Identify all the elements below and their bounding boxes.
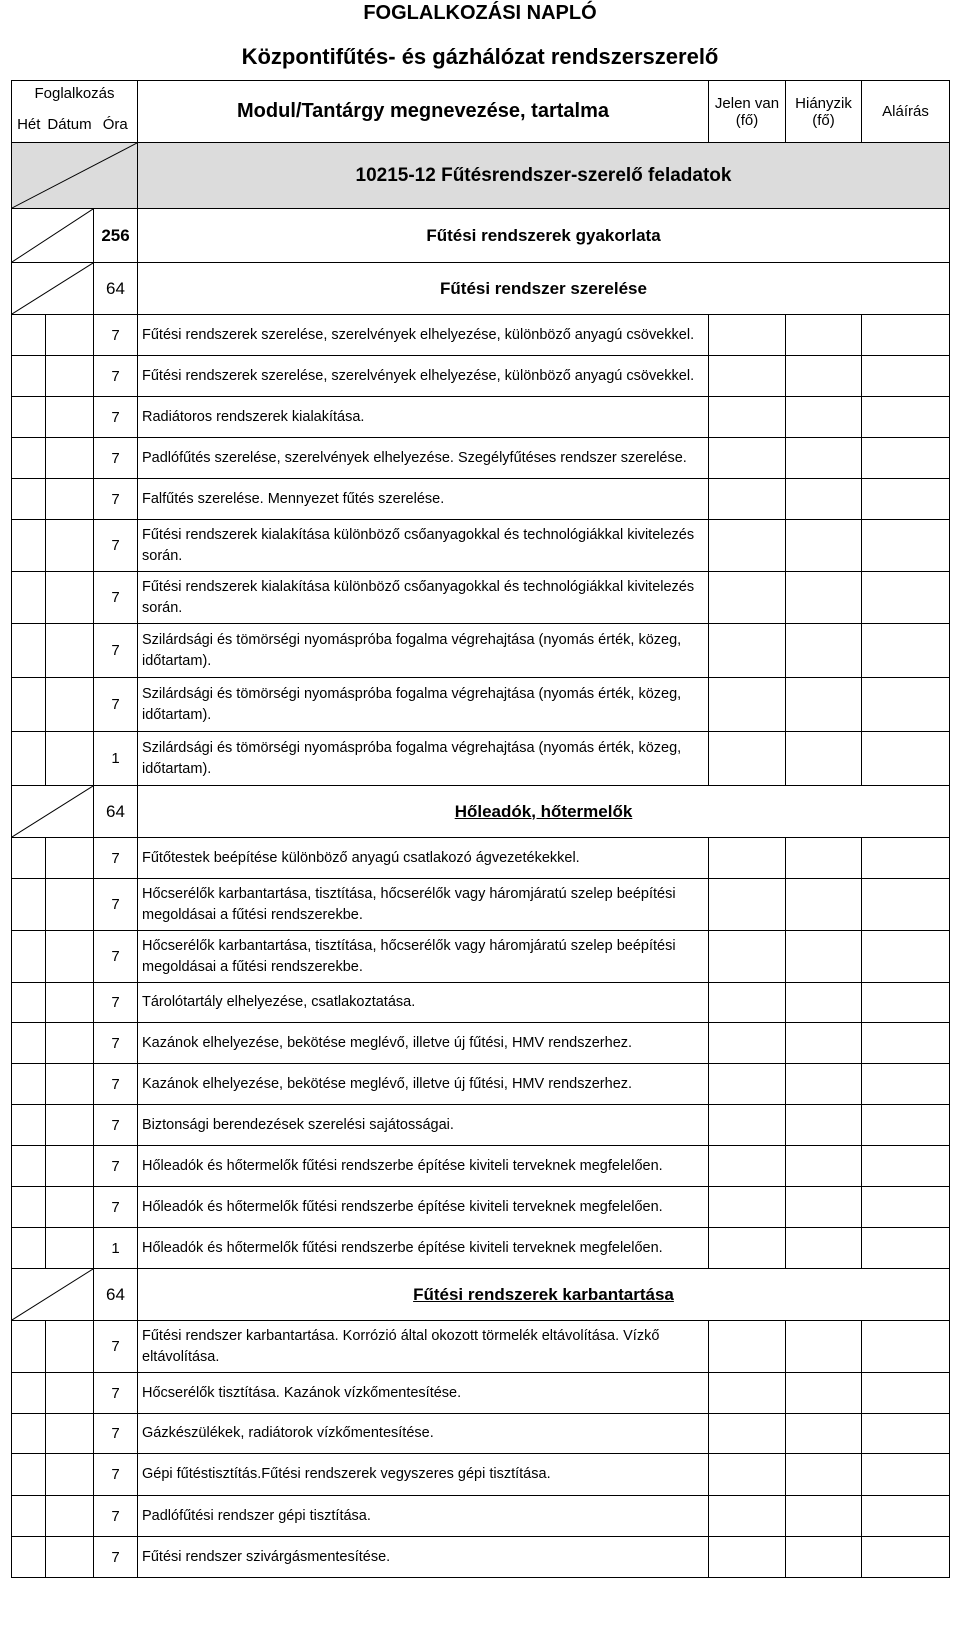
row-hours: 7 <box>94 983 138 1023</box>
row-topic: Szilárdsági és tömörségi nyomáspróba fogalma végrehajtása (nyomás érték, közeg, időtartam). <box>138 678 709 732</box>
empty-cell[interactable] <box>12 931 46 983</box>
empty-cell[interactable] <box>46 931 94 983</box>
alairas-cell[interactable] <box>862 678 950 732</box>
alairas-cell[interactable] <box>862 1146 950 1187</box>
row-hours: 7 <box>94 315 138 356</box>
journal-table <box>11 80 950 1578</box>
page-title: FOGLALKOZÁSI NAPLÓ <box>363 2 597 24</box>
empty-cell[interactable] <box>46 678 94 732</box>
row-topic: Gépi fűtéstisztítás.Fűtési rendszerek vegyszeres gépi tisztítása. <box>138 1454 709 1496</box>
table-row <box>12 572 950 624</box>
row-topic: Fűtőtestek beépítése különböző anyagú csatlakozó ágvezetékekkel. <box>138 838 709 879</box>
row-topic: Gázkészülékek, radiátorok vízkőmentesítése. <box>138 1414 709 1454</box>
alairas-cell[interactable] <box>862 1064 950 1105</box>
empty-cell[interactable] <box>12 1228 46 1269</box>
empty-cell[interactable] <box>46 1146 94 1187</box>
alairas-cell[interactable] <box>862 1537 950 1578</box>
hianyzik-cell[interactable] <box>786 1373 862 1414</box>
empty-cell[interactable] <box>46 1187 94 1228</box>
empty-cell[interactable] <box>12 1537 46 1578</box>
jelen-cell[interactable] <box>709 624 786 678</box>
hianyzik-cell[interactable] <box>786 624 862 678</box>
alairas-cell[interactable] <box>862 983 950 1023</box>
jelen-cell[interactable] <box>709 1373 786 1414</box>
row-hours: 7 <box>94 397 138 438</box>
row-topic: Hőcserélők tisztítása. Kazánok vízkőmentesítése. <box>138 1373 709 1414</box>
empty-cell[interactable] <box>12 315 46 356</box>
header-jelen: Jelen van (fő) <box>709 81 786 143</box>
empty-cell[interactable] <box>12 356 46 397</box>
jelen-cell[interactable] <box>709 1146 786 1187</box>
section-row <box>12 1269 950 1321</box>
module-diagonal <box>12 143 138 209</box>
empty-cell[interactable] <box>46 1321 94 1373</box>
empty-cell[interactable] <box>12 1064 46 1105</box>
module-title: 10215-12 Fűtésrendszer-szerelő feladatok <box>138 143 950 209</box>
section-title: Fűtési rendszer szerelése <box>138 263 950 315</box>
row-hours: 7 <box>94 479 138 520</box>
section-title: Fűtési rendszerek karbantartása <box>138 1269 950 1321</box>
alairas-cell[interactable] <box>862 572 950 624</box>
jelen-cell[interactable] <box>709 356 786 397</box>
alairas-cell[interactable] <box>862 1454 950 1496</box>
empty-cell[interactable] <box>46 1105 94 1146</box>
hianyzik-cell[interactable] <box>786 983 862 1023</box>
alairas-cell[interactable] <box>862 879 950 931</box>
empty-cell[interactable] <box>12 879 46 931</box>
table-row <box>12 732 950 786</box>
empty-cell[interactable] <box>12 438 46 479</box>
empty-cell[interactable] <box>12 1023 46 1064</box>
empty-cell[interactable] <box>12 1187 46 1228</box>
empty-cell[interactable] <box>12 397 46 438</box>
table-row <box>12 1454 950 1496</box>
row-topic: Hőleadók és hőtermelők fűtési rendszerbe építése kiviteli terveknek megfelelően. <box>138 1187 709 1228</box>
hianyzik-cell[interactable] <box>786 356 862 397</box>
row-topic: Hőcserélők karbantartása, tisztítása, hőcserélők vagy háromjáratú szelep beépítési megoldásai a fűtési rendszerekbe. <box>138 931 709 983</box>
table-row <box>12 356 950 397</box>
row-topic: Biztonsági berendezések szerelési sajátosságai. <box>138 1105 709 1146</box>
page-subtitle: Központifűtés- és gázhálózat rendszerszerelő <box>241 44 719 69</box>
section-diagonal <box>12 786 94 838</box>
empty-cell[interactable] <box>46 624 94 678</box>
hianyzik-cell[interactable] <box>786 1496 862 1537</box>
jelen-cell[interactable] <box>709 1228 786 1269</box>
table-row <box>12 1414 950 1454</box>
hianyzik-cell[interactable] <box>786 1454 862 1496</box>
hianyzik-cell[interactable] <box>786 931 862 983</box>
header-het: Hét <box>12 107 46 143</box>
table-row <box>12 1321 950 1373</box>
row-hours: 7 <box>94 879 138 931</box>
row-hours: 7 <box>94 678 138 732</box>
alairas-cell[interactable] <box>862 1321 950 1373</box>
empty-cell[interactable] <box>46 1496 94 1537</box>
row-topic: Hőcserélők karbantartása, tisztítása, hőcserélők vagy háromjáratú szelep beépítési megoldásai a fűtési rendszerekbe. <box>138 879 709 931</box>
jelen-cell[interactable] <box>709 520 786 572</box>
row-hours: 7 <box>94 1373 138 1414</box>
empty-cell[interactable] <box>12 520 46 572</box>
alairas-cell[interactable] <box>862 1373 950 1414</box>
section-hours: 64 <box>94 263 138 315</box>
row-topic: Fűtési rendszer szivárgásmentesítése. <box>138 1537 709 1578</box>
row-hours: 7 <box>94 1064 138 1105</box>
table-row <box>12 931 950 983</box>
row-hours: 1 <box>94 1228 138 1269</box>
row-hours: 7 <box>94 1023 138 1064</box>
table-row <box>12 479 950 520</box>
alairas-cell[interactable] <box>862 520 950 572</box>
jelen-cell[interactable] <box>709 931 786 983</box>
row-hours: 7 <box>94 520 138 572</box>
empty-cell[interactable] <box>12 479 46 520</box>
alairas-cell[interactable] <box>862 1023 950 1064</box>
table-row <box>12 520 950 572</box>
row-topic: Kazánok elhelyezése, bekötése meglévő, illetve új fűtési, HMV rendszerhez. <box>138 1023 709 1064</box>
hianyzik-cell[interactable] <box>786 1064 862 1105</box>
row-hours: 7 <box>94 1414 138 1454</box>
hianyzik-cell[interactable] <box>786 1537 862 1578</box>
empty-cell[interactable] <box>46 879 94 931</box>
row-hours: 7 <box>94 1105 138 1146</box>
jelen-cell[interactable] <box>709 838 786 879</box>
section-hours: 64 <box>94 1269 138 1321</box>
hianyzik-cell[interactable] <box>786 1187 862 1228</box>
empty-cell[interactable] <box>12 572 46 624</box>
empty-cell[interactable] <box>12 1105 46 1146</box>
hianyzik-cell[interactable] <box>786 1023 862 1064</box>
hianyzik-cell[interactable] <box>786 1105 862 1146</box>
row-hours: 7 <box>94 572 138 624</box>
alairas-cell[interactable] <box>862 438 950 479</box>
table-row <box>12 678 950 732</box>
section-row <box>12 786 950 838</box>
empty-cell[interactable] <box>46 520 94 572</box>
row-hours: 7 <box>94 838 138 879</box>
row-topic: Padlófűtés szerelése, szerelvények elhelyezése. Szegélyfűtéses rendszer szerelése. <box>138 438 709 479</box>
empty-cell[interactable] <box>12 1373 46 1414</box>
section-diagonal <box>12 263 94 315</box>
jelen-cell[interactable] <box>709 983 786 1023</box>
jelen-cell[interactable] <box>709 479 786 520</box>
row-hours: 7 <box>94 356 138 397</box>
row-topic: Tárolótartály elhelyezése, csatlakoztatása. <box>138 983 709 1023</box>
section-diagonal <box>12 1269 94 1321</box>
empty-cell[interactable] <box>46 983 94 1023</box>
empty-cell[interactable] <box>12 983 46 1023</box>
table-row <box>12 624 950 678</box>
table-row <box>12 1537 950 1578</box>
empty-cell[interactable] <box>46 1064 94 1105</box>
hianyzik-cell[interactable] <box>786 479 862 520</box>
empty-cell[interactable] <box>12 838 46 879</box>
section-hours: 64 <box>94 786 138 838</box>
empty-cell[interactable] <box>46 1373 94 1414</box>
table-row <box>12 1023 950 1064</box>
table-row <box>12 315 950 356</box>
hianyzik-cell[interactable] <box>786 520 862 572</box>
jelen-cell[interactable] <box>709 438 786 479</box>
empty-cell[interactable] <box>12 1321 46 1373</box>
jelen-cell[interactable] <box>709 732 786 786</box>
alairas-cell[interactable] <box>862 1105 950 1146</box>
row-hours: 7 <box>94 624 138 678</box>
hianyzik-cell[interactable] <box>786 572 862 624</box>
header-modul: Modul/Tantárgy megnevezése, tartalma <box>138 81 709 143</box>
hianyzik-cell[interactable] <box>786 732 862 786</box>
section-row <box>12 263 950 315</box>
table-row <box>12 1187 950 1228</box>
empty-cell[interactable] <box>46 1537 94 1578</box>
empty-cell[interactable] <box>46 572 94 624</box>
empty-cell[interactable] <box>12 1454 46 1496</box>
row-topic: Fűtési rendszerek szerelése, szerelvények elhelyezése, különböző anyagú csövekkel. <box>138 356 709 397</box>
empty-cell[interactable] <box>46 1414 94 1454</box>
section-title: Hőleadók, hőtermelők <box>138 786 950 838</box>
row-topic: Hőleadók és hőtermelők fűtési rendszerbe építése kiviteli terveknek megfelelően. <box>138 1228 709 1269</box>
jelen-cell[interactable] <box>709 315 786 356</box>
subject-diagonal <box>12 209 94 263</box>
table-row <box>12 438 950 479</box>
row-topic: Falfűtés szerelése. Mennyezet fűtés szerelése. <box>138 479 709 520</box>
empty-cell[interactable] <box>12 678 46 732</box>
row-hours: 7 <box>94 438 138 479</box>
jelen-cell[interactable] <box>709 879 786 931</box>
jelen-cell[interactable] <box>709 397 786 438</box>
jelen-cell[interactable] <box>709 1064 786 1105</box>
empty-cell[interactable] <box>46 1228 94 1269</box>
hianyzik-cell[interactable] <box>786 879 862 931</box>
alairas-cell[interactable] <box>862 315 950 356</box>
row-hours: 1 <box>94 732 138 786</box>
jelen-cell[interactable] <box>709 1496 786 1537</box>
table-row <box>12 1105 950 1146</box>
alairas-cell[interactable] <box>862 838 950 879</box>
alairas-cell[interactable] <box>862 397 950 438</box>
jelen-cell[interactable] <box>709 1023 786 1064</box>
table-row <box>12 879 950 931</box>
hianyzik-cell[interactable] <box>786 1228 862 1269</box>
table-row <box>12 983 950 1023</box>
row-hours: 7 <box>94 1146 138 1187</box>
table-row <box>12 1064 950 1105</box>
jelen-cell[interactable] <box>709 1537 786 1578</box>
alairas-cell[interactable] <box>862 1187 950 1228</box>
row-topic: Kazánok elhelyezése, bekötése meglévő, illetve új fűtési, HMV rendszerhez. <box>138 1064 709 1105</box>
jelen-cell[interactable] <box>709 572 786 624</box>
alairas-cell[interactable] <box>862 479 950 520</box>
table-row <box>12 1228 950 1269</box>
row-topic: Szilárdsági és tömörségi nyomáspróba fogalma végrehajtása (nyomás érték, közeg, időtartam). <box>138 732 709 786</box>
header-datum: Dátum <box>46 107 94 143</box>
hianyzik-cell[interactable] <box>786 1146 862 1187</box>
hianyzik-cell[interactable] <box>786 315 862 356</box>
alairas-cell[interactable] <box>862 624 950 678</box>
jelen-cell[interactable] <box>709 1187 786 1228</box>
hianyzik-cell[interactable] <box>786 438 862 479</box>
subject-hours: 256 <box>94 209 138 263</box>
jelen-cell[interactable] <box>709 1454 786 1496</box>
jelen-cell[interactable] <box>709 678 786 732</box>
hianyzik-cell[interactable] <box>786 678 862 732</box>
empty-cell[interactable] <box>12 1146 46 1187</box>
empty-cell[interactable] <box>12 1496 46 1537</box>
subject-title: Fűtési rendszerek gyakorlata <box>138 209 950 263</box>
table-row <box>12 838 950 879</box>
empty-cell[interactable] <box>46 479 94 520</box>
table-row <box>12 1373 950 1414</box>
empty-cell[interactable] <box>12 624 46 678</box>
alairas-cell[interactable] <box>862 931 950 983</box>
row-hours: 7 <box>94 1321 138 1373</box>
row-topic: Padlófűtési rendszer gépi tisztítása. <box>138 1496 709 1537</box>
jelen-cell[interactable] <box>709 1105 786 1146</box>
row-hours: 7 <box>94 1454 138 1496</box>
hianyzik-cell[interactable] <box>786 1321 862 1373</box>
row-hours: 7 <box>94 1537 138 1578</box>
empty-cell[interactable] <box>12 732 46 786</box>
row-hours: 7 <box>94 1496 138 1537</box>
row-hours: 7 <box>94 1187 138 1228</box>
hianyzik-cell[interactable] <box>786 1414 862 1454</box>
row-topic: Radiátoros rendszerek kialakítása. <box>138 397 709 438</box>
empty-cell[interactable] <box>46 732 94 786</box>
empty-cell[interactable] <box>46 1023 94 1064</box>
jelen-cell[interactable] <box>709 1414 786 1454</box>
table-row <box>12 1496 950 1537</box>
row-topic: Fűtési rendszerek kialakítása különböző csőanyagokkal és technológiákkal kivitelezés során. <box>138 520 709 572</box>
empty-cell[interactable] <box>46 397 94 438</box>
jelen-cell[interactable] <box>709 1321 786 1373</box>
empty-cell[interactable] <box>12 1414 46 1454</box>
empty-cell[interactable] <box>46 315 94 356</box>
empty-cell[interactable] <box>46 838 94 879</box>
row-topic: Fűtési rendszer karbantartása. Korrózió által okozott törmelék eltávolítása. Vízkő eltávolítása. <box>138 1321 709 1373</box>
row-topic: Hőleadók és hőtermelők fűtési rendszerbe építése kiviteli terveknek megfelelően. <box>138 1146 709 1187</box>
empty-cell[interactable] <box>46 1454 94 1496</box>
table-row <box>12 397 950 438</box>
row-hours: 7 <box>94 931 138 983</box>
header-foglalkozas: Foglalkozás <box>12 81 138 107</box>
row-topic: Fűtési rendszerek kialakítása különböző csőanyagokkal és technológiákkal kivitelezés során. <box>138 572 709 624</box>
hianyzik-cell[interactable] <box>786 838 862 879</box>
row-topic: Fűtési rendszerek szerelése, szerelvények elhelyezése, különböző anyagú csövekkel. <box>138 315 709 356</box>
header-hianyzik: Hiányzik (fő) <box>786 81 862 143</box>
alairas-cell[interactable] <box>862 1228 950 1269</box>
header-alairas: Aláírás <box>862 81 950 143</box>
empty-cell[interactable] <box>46 438 94 479</box>
alairas-cell[interactable] <box>862 1496 950 1537</box>
header-ora: Óra <box>94 107 138 143</box>
alairas-cell[interactable] <box>862 1414 950 1454</box>
table-row <box>12 1146 950 1187</box>
hianyzik-cell[interactable] <box>786 397 862 438</box>
alairas-cell[interactable] <box>862 356 950 397</box>
alairas-cell[interactable] <box>862 732 950 786</box>
row-topic: Szilárdsági és tömörségi nyomáspróba fogalma végrehajtása (nyomás érték, közeg, időtartam). <box>138 624 709 678</box>
empty-cell[interactable] <box>46 356 94 397</box>
